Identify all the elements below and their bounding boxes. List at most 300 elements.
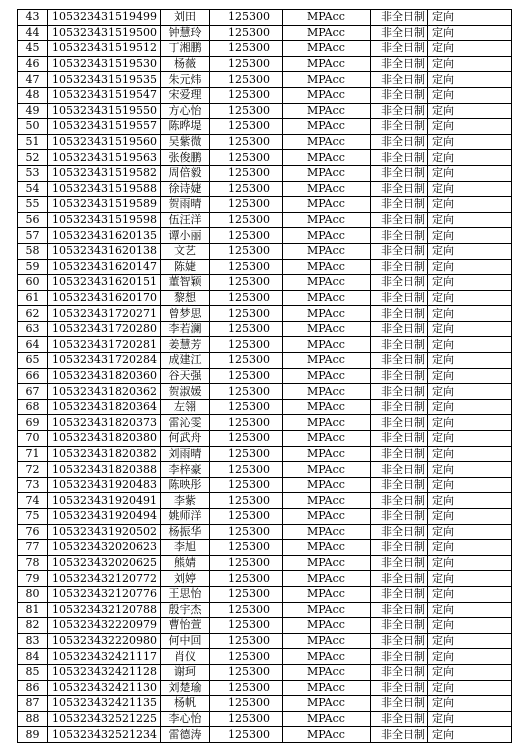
type-cell: 定向 [428,197,512,213]
name-cell: 刘雨晴 [161,446,210,462]
table-row [18,462,512,478]
candidate-id-cell: 105323431820373 [48,415,161,431]
table-row [18,727,512,743]
type-cell: 定向 [428,586,512,602]
table-row [18,696,512,712]
name-cell: 熊婧 [161,555,210,571]
candidate-id-cell: 105323431620138 [48,243,161,259]
major-code-cell: 125300 [210,56,283,72]
table-row [18,384,512,400]
row-number-cell: 43 [18,10,48,26]
study-mode-cell: 非全日制 [371,696,428,712]
type-cell: 定向 [428,337,512,353]
candidate-id-cell: 105323431820362 [48,384,161,400]
study-mode-cell: 非全日制 [371,165,428,181]
major-code-cell: 125300 [210,415,283,431]
major-code-cell: 125300 [210,509,283,525]
study-mode-cell: 非全日制 [371,228,428,244]
table-row [18,337,512,353]
type-cell: 定向 [428,711,512,727]
row-number-cell: 56 [18,212,48,228]
table-row [18,368,512,384]
candidate-id-cell: 105323431920502 [48,524,161,540]
candidate-id-cell: 105323431519550 [48,103,161,119]
row-number-cell: 85 [18,664,48,680]
study-mode-cell: 非全日制 [371,306,428,322]
type-cell: 定向 [428,664,512,680]
major-code-cell: 125300 [210,290,283,306]
major-code-cell: 125300 [210,87,283,103]
study-mode-cell: 非全日制 [371,10,428,26]
table-row [18,524,512,540]
type-cell: 定向 [428,321,512,337]
study-mode-cell: 非全日制 [371,415,428,431]
name-cell: 陈映彤 [161,477,210,493]
candidate-id-cell: 105323431620147 [48,259,161,275]
major-cell: MPAcc [283,618,371,634]
major-code-cell: 125300 [210,540,283,556]
table-row [18,353,512,369]
major-code-cell: 125300 [210,384,283,400]
candidate-id-cell: 105323432421135 [48,696,161,712]
name-cell: 陈晔堤 [161,119,210,135]
row-number-cell: 59 [18,259,48,275]
major-cell: MPAcc [283,711,371,727]
name-cell: 谢珂 [161,664,210,680]
table-row [18,415,512,431]
candidate-id-cell: 105323431920483 [48,477,161,493]
major-cell: MPAcc [283,259,371,275]
table-row [18,571,512,587]
row-number-cell: 69 [18,415,48,431]
table-row [18,664,512,680]
major-code-cell: 125300 [210,243,283,259]
name-cell: 何中回 [161,633,210,649]
row-number-cell: 63 [18,321,48,337]
row-number-cell: 49 [18,103,48,119]
study-mode-cell: 非全日制 [371,212,428,228]
candidate-id-cell: 105323431820380 [48,431,161,447]
type-cell: 定向 [428,571,512,587]
table-row [18,275,512,291]
row-number-cell: 44 [18,25,48,41]
major-code-cell: 125300 [210,711,283,727]
name-cell: 刘楚瑜 [161,680,210,696]
row-number-cell: 81 [18,602,48,618]
row-number-cell: 80 [18,586,48,602]
type-cell: 定向 [428,633,512,649]
major-code-cell: 125300 [210,680,283,696]
row-number-cell: 78 [18,555,48,571]
major-cell: MPAcc [283,602,371,618]
major-code-cell: 125300 [210,555,283,571]
candidate-id-cell: 105323431519512 [48,41,161,57]
major-cell: MPAcc [283,134,371,150]
major-cell: MPAcc [283,477,371,493]
study-mode-cell: 非全日制 [371,25,428,41]
name-cell: 黎想 [161,290,210,306]
major-cell: MPAcc [283,41,371,57]
study-mode-cell: 非全日制 [371,290,428,306]
major-code-cell: 125300 [210,25,283,41]
row-number-cell: 76 [18,524,48,540]
name-cell: 李梓豪 [161,462,210,478]
candidate-id-cell: 105323432220980 [48,633,161,649]
study-mode-cell: 非全日制 [371,633,428,649]
type-cell: 定向 [428,524,512,540]
major-code-cell: 125300 [210,493,283,509]
table-row [18,290,512,306]
candidate-id-cell: 105323432421128 [48,664,161,680]
major-cell: MPAcc [283,72,371,88]
study-mode-cell: 非全日制 [371,462,428,478]
name-cell: 刘田 [161,10,210,26]
type-cell: 定向 [428,87,512,103]
candidate-id-cell: 105323432421117 [48,649,161,665]
candidate-id-cell: 105323431519560 [48,134,161,150]
major-code-cell: 125300 [210,181,283,197]
major-cell: MPAcc [283,25,371,41]
major-cell: MPAcc [283,212,371,228]
major-cell: MPAcc [283,306,371,322]
major-cell: MPAcc [283,524,371,540]
row-number-cell: 82 [18,618,48,634]
row-number-cell: 53 [18,165,48,181]
study-mode-cell: 非全日制 [371,477,428,493]
study-mode-cell: 非全日制 [371,353,428,369]
table-row [18,150,512,166]
row-number-cell: 55 [18,197,48,213]
study-mode-cell: 非全日制 [371,56,428,72]
name-cell: 王思怡 [161,586,210,602]
admission-list-table [17,9,512,743]
type-cell: 定向 [428,181,512,197]
candidate-id-cell: 105323431720281 [48,337,161,353]
study-mode-cell: 非全日制 [371,150,428,166]
name-cell: 杨薇 [161,56,210,72]
row-number-cell: 77 [18,540,48,556]
major-code-cell: 125300 [210,586,283,602]
name-cell: 丁湘鹏 [161,41,210,57]
type-cell: 定向 [428,56,512,72]
table-row [18,306,512,322]
name-cell: 吴紫微 [161,134,210,150]
row-number-cell: 47 [18,72,48,88]
study-mode-cell: 非全日制 [371,431,428,447]
row-number-cell: 61 [18,290,48,306]
row-number-cell: 54 [18,181,48,197]
row-number-cell: 75 [18,509,48,525]
candidate-id-cell: 105323431519588 [48,181,161,197]
table-body [18,10,512,743]
table-row [18,680,512,696]
study-mode-cell: 非全日制 [371,368,428,384]
major-code-cell: 125300 [210,618,283,634]
candidate-id-cell: 105323432120788 [48,602,161,618]
table-row [18,431,512,447]
name-cell: 雷沁雯 [161,415,210,431]
major-cell: MPAcc [283,384,371,400]
table-row [18,56,512,72]
major-cell: MPAcc [283,150,371,166]
candidate-id-cell: 105323432020625 [48,555,161,571]
candidate-id-cell: 105323432421130 [48,680,161,696]
name-cell: 李若澜 [161,321,210,337]
major-code-cell: 125300 [210,477,283,493]
type-cell: 定向 [428,228,512,244]
table-row [18,321,512,337]
candidate-id-cell: 105323432521225 [48,711,161,727]
study-mode-cell: 非全日制 [371,275,428,291]
major-code-cell: 125300 [210,212,283,228]
row-number-cell: 64 [18,337,48,353]
major-code-cell: 125300 [210,633,283,649]
table-row [18,618,512,634]
candidate-id-cell: 105323431820360 [48,368,161,384]
table-row [18,555,512,571]
type-cell: 定向 [428,477,512,493]
candidate-id-cell: 105323431519563 [48,150,161,166]
name-cell: 姜慧芳 [161,337,210,353]
major-code-cell: 125300 [210,103,283,119]
row-number-cell: 52 [18,150,48,166]
study-mode-cell: 非全日制 [371,337,428,353]
major-code-cell: 125300 [210,119,283,135]
major-cell: MPAcc [283,399,371,415]
study-mode-cell: 非全日制 [371,446,428,462]
major-cell: MPAcc [283,165,371,181]
study-mode-cell: 非全日制 [371,680,428,696]
type-cell: 定向 [428,462,512,478]
row-number-cell: 58 [18,243,48,259]
name-cell: 贺淑媛 [161,384,210,400]
study-mode-cell: 非全日制 [371,649,428,665]
major-cell: MPAcc [283,696,371,712]
major-code-cell: 125300 [210,696,283,712]
table-row [18,602,512,618]
name-cell: 文艺 [161,243,210,259]
candidate-id-cell: 105323431820364 [48,399,161,415]
candidate-id-cell: 105323432120772 [48,571,161,587]
study-mode-cell: 非全日制 [371,586,428,602]
row-number-cell: 68 [18,399,48,415]
major-code-cell: 125300 [210,399,283,415]
name-cell: 徐诗婕 [161,181,210,197]
major-cell: MPAcc [283,431,371,447]
major-code-cell: 125300 [210,571,283,587]
major-code-cell: 125300 [210,337,283,353]
major-cell: MPAcc [283,353,371,369]
table-row [18,633,512,649]
major-cell: MPAcc [283,103,371,119]
major-cell: MPAcc [283,290,371,306]
candidate-id-cell: 105323431620135 [48,228,161,244]
study-mode-cell: 非全日制 [371,41,428,57]
major-cell: MPAcc [283,368,371,384]
study-mode-cell: 非全日制 [371,571,428,587]
name-cell: 陈婕 [161,259,210,275]
type-cell: 定向 [428,555,512,571]
row-number-cell: 62 [18,306,48,322]
major-code-cell: 125300 [210,462,283,478]
name-cell: 杨帆 [161,696,210,712]
study-mode-cell: 非全日制 [371,493,428,509]
candidate-id-cell: 105323432521234 [48,727,161,743]
candidate-id-cell: 105323431920491 [48,493,161,509]
study-mode-cell: 非全日制 [371,87,428,103]
candidate-id-cell: 105323431519598 [48,212,161,228]
major-cell: MPAcc [283,649,371,665]
major-code-cell: 125300 [210,664,283,680]
type-cell: 定向 [428,259,512,275]
table-row [18,586,512,602]
name-cell: 方心怡 [161,103,210,119]
study-mode-cell: 非全日制 [371,711,428,727]
major-code-cell: 125300 [210,727,283,743]
table-row [18,87,512,103]
major-code-cell: 125300 [210,228,283,244]
name-cell: 曾梦思 [161,306,210,322]
major-cell: MPAcc [283,462,371,478]
study-mode-cell: 非全日制 [371,103,428,119]
row-number-cell: 83 [18,633,48,649]
type-cell: 定向 [428,649,512,665]
major-code-cell: 125300 [210,353,283,369]
major-code-cell: 125300 [210,197,283,213]
type-cell: 定向 [428,41,512,57]
row-number-cell: 74 [18,493,48,509]
row-number-cell: 71 [18,446,48,462]
row-number-cell: 72 [18,462,48,478]
major-cell: MPAcc [283,415,371,431]
row-number-cell: 87 [18,696,48,712]
row-number-cell: 51 [18,134,48,150]
type-cell: 定向 [428,25,512,41]
type-cell: 定向 [428,415,512,431]
candidate-id-cell: 105323431519500 [48,25,161,41]
table-row [18,181,512,197]
major-cell: MPAcc [283,181,371,197]
major-cell: MPAcc [283,321,371,337]
major-cell: MPAcc [283,727,371,743]
table-row [18,243,512,259]
name-cell: 李心怡 [161,711,210,727]
table-row [18,228,512,244]
candidate-id-cell: 105323431519582 [48,165,161,181]
table-row [18,41,512,57]
type-cell: 定向 [428,243,512,259]
row-number-cell: 86 [18,680,48,696]
row-number-cell: 84 [18,649,48,665]
study-mode-cell: 非全日制 [371,384,428,400]
name-cell: 何武舟 [161,431,210,447]
row-number-cell: 60 [18,275,48,291]
candidate-id-cell: 105323431519547 [48,87,161,103]
table-row [18,477,512,493]
row-number-cell: 67 [18,384,48,400]
study-mode-cell: 非全日制 [371,197,428,213]
candidate-id-cell: 105323431519589 [48,197,161,213]
major-cell: MPAcc [283,87,371,103]
type-cell: 定向 [428,103,512,119]
name-cell: 李紫 [161,493,210,509]
study-mode-cell: 非全日制 [371,181,428,197]
major-cell: MPAcc [283,243,371,259]
table-row [18,72,512,88]
name-cell: 刘婷 [161,571,210,587]
study-mode-cell: 非全日制 [371,540,428,556]
major-cell: MPAcc [283,664,371,680]
row-number-cell: 46 [18,56,48,72]
study-mode-cell: 非全日制 [371,243,428,259]
major-cell: MPAcc [283,337,371,353]
candidate-id-cell: 105323432120776 [48,586,161,602]
study-mode-cell: 非全日制 [371,321,428,337]
major-code-cell: 125300 [210,259,283,275]
major-cell: MPAcc [283,680,371,696]
major-cell: MPAcc [283,228,371,244]
table-row [18,446,512,462]
study-mode-cell: 非全日制 [371,664,428,680]
type-cell: 定向 [428,150,512,166]
candidate-id-cell: 105323431720284 [48,353,161,369]
major-code-cell: 125300 [210,649,283,665]
major-code-cell: 125300 [210,134,283,150]
name-cell: 李旭 [161,540,210,556]
major-code-cell: 125300 [210,446,283,462]
name-cell: 伍汪洋 [161,212,210,228]
candidate-id-cell: 105323431519535 [48,72,161,88]
major-code-cell: 125300 [210,431,283,447]
major-code-cell: 125300 [210,602,283,618]
type-cell: 定向 [428,696,512,712]
major-code-cell: 125300 [210,165,283,181]
table-row [18,259,512,275]
major-code-cell: 125300 [210,524,283,540]
name-cell: 贺雨晴 [161,197,210,213]
major-code-cell: 125300 [210,72,283,88]
study-mode-cell: 非全日制 [371,259,428,275]
major-code-cell: 125300 [210,321,283,337]
candidate-id-cell: 105323431519557 [48,119,161,135]
name-cell: 雷德涛 [161,727,210,743]
name-cell: 成建江 [161,353,210,369]
type-cell: 定向 [428,290,512,306]
candidate-id-cell: 105323431720271 [48,306,161,322]
row-number-cell: 65 [18,353,48,369]
table-row [18,119,512,135]
table-row [18,509,512,525]
type-cell: 定向 [428,368,512,384]
major-cell: MPAcc [283,586,371,602]
study-mode-cell: 非全日制 [371,134,428,150]
name-cell: 钟慧玲 [161,25,210,41]
type-cell: 定向 [428,399,512,415]
type-cell: 定向 [428,680,512,696]
row-number-cell: 57 [18,228,48,244]
study-mode-cell: 非全日制 [371,509,428,525]
major-code-cell: 125300 [210,368,283,384]
study-mode-cell: 非全日制 [371,72,428,88]
major-cell: MPAcc [283,509,371,525]
candidate-id-cell: 105323432220979 [48,618,161,634]
name-cell: 周倍毅 [161,165,210,181]
type-cell: 定向 [428,353,512,369]
type-cell: 定向 [428,72,512,88]
major-cell: MPAcc [283,10,371,26]
type-cell: 定向 [428,384,512,400]
major-cell: MPAcc [283,555,371,571]
